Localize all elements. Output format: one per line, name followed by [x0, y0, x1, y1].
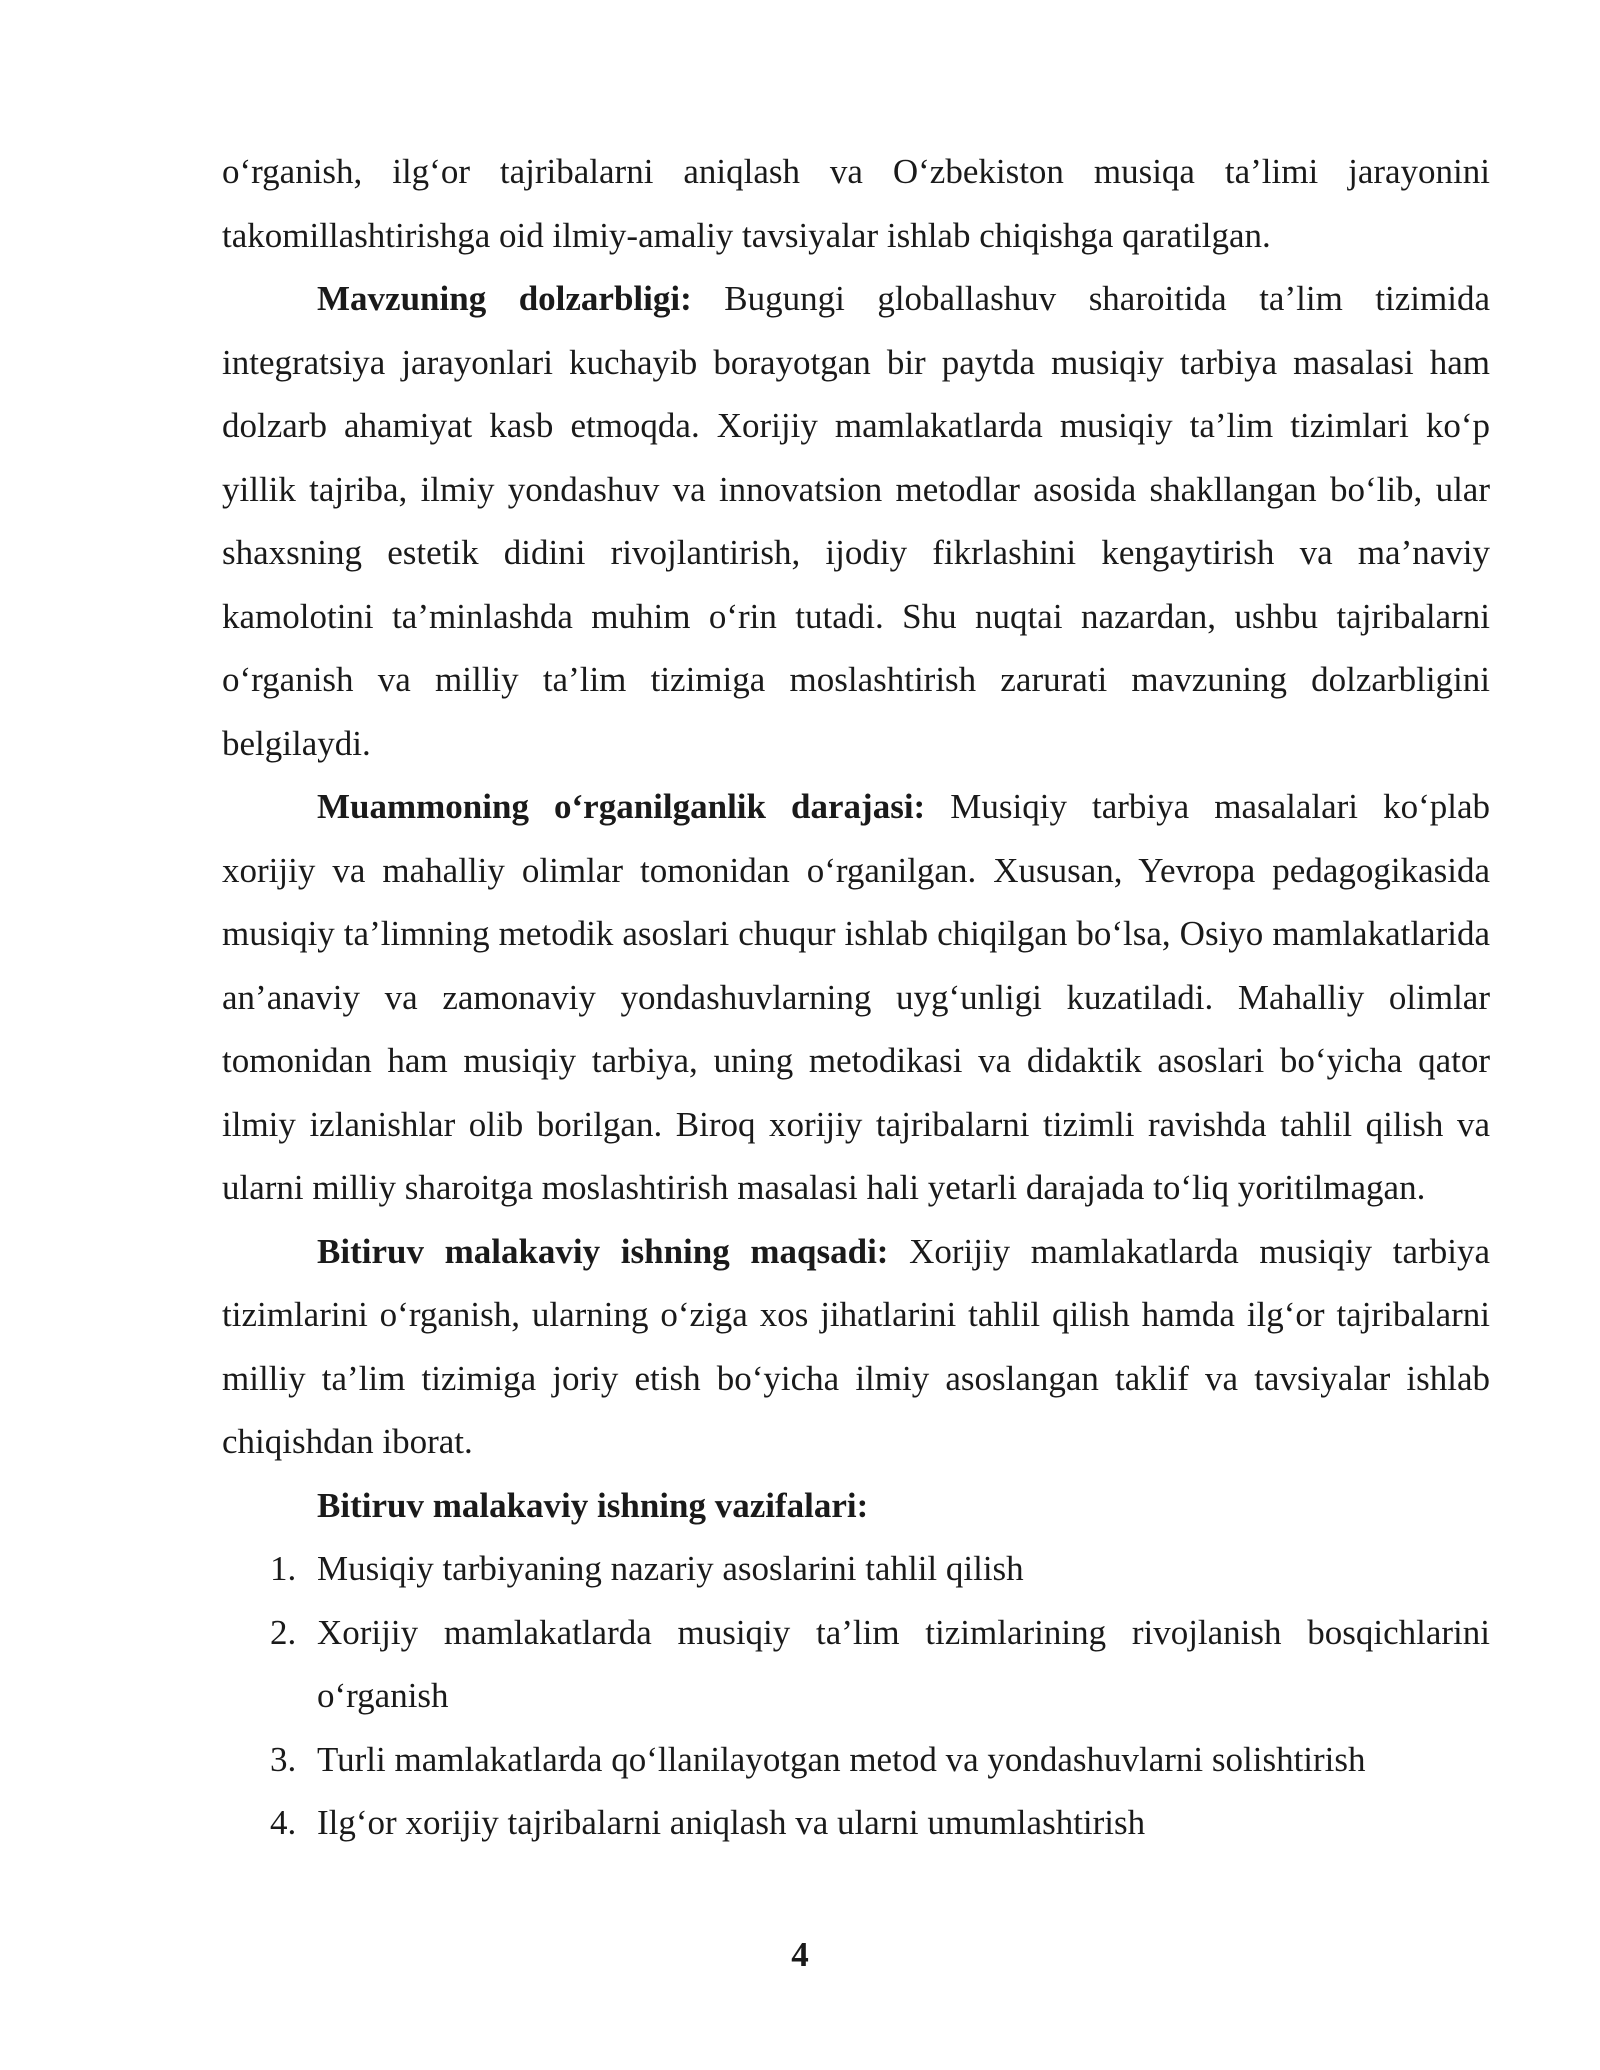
list-item-text: Ilg‘or xorijiy tajribalarni aniqlash va ularni umumlashtirish: [317, 1803, 1146, 1842]
relevance-label: Mavzuning dolzarbligi:: [317, 279, 692, 318]
list-item-text: Xorijiy mamlakatlarda musiqiy ta’lim tizimlarining rivojlanish bosqichlarini o‘rganish: [317, 1612, 1490, 1715]
list-item-text: Musiqiy tarbiyaning nazariy asoslarini tahlil qilish: [317, 1549, 1024, 1588]
goal-text: Xorijiy mamlakatlarda musiqiy tarbiya tizimlarini o‘rganish, ularning o‘ziga xos jihatlarini tahlil qilish hamda ilg‘or tajribalarni milliy ta’lim tizimiga joriy etish bo‘yicha ilmiy asoslangan taklif va tavsiyalar ishlab chiqishdan iborat.: [222, 1231, 1490, 1461]
list-item: [222, 1601, 1490, 1728]
list-item: [222, 1537, 1490, 1601]
list-item-number: 3.: [270, 1739, 297, 1779]
list-item: [222, 1728, 1490, 1792]
relevance-paragraph: [222, 267, 1490, 775]
tasks-heading: Bitiruv malakaviy ishning vazifalari:: [317, 1485, 869, 1525]
tasks-list: [222, 1537, 1490, 1855]
goal-label: Bitiruv malakaviy ishning maqsadi:: [317, 1231, 889, 1271]
study-level-label: Muammoning o‘rganilganlik darajasi:: [317, 787, 926, 826]
goal-paragraph: [222, 1220, 1490, 1474]
list-item: [222, 1791, 1490, 1855]
relevance-text: Bugungi globallashuv sharoitida ta’lim tizimida integratsiya jarayonlari kuchayib borayotgan bir paytda musiqiy tarbiya masalasi ham dolzarb ahamiyat kasb etmoqda. Xorijiy mamlakatlarda musiqiy ta’lim tizimlari ko‘p yillik tajriba, ilmiy yondashuv va innovatsion metodlar asosida shakllangan bo‘lib, ular shaxsning estetik didini rivojlantirish, ijodiy fikrlashini kengaytirish va ma’naviy kamolotini ta’minlashda muhim o‘rin tutadi. Shu nuqtai nazardan, ushbu tajribalarni o‘rganish va milliy ta’lim tizimiga moslashtirish zarurati mavzuning dolzarbligini belgilaydi.: [222, 279, 1490, 763]
page-number: 4: [791, 1935, 809, 1974]
study-level-text: Musiqiy tarbiya masalalari ko‘plab xorijiy va mahalliy olimlar tomonidan o‘rganilgan. Xususan, Yevropa pedagogikasida musiqiy ta’limning metodik asoslari chuqur ishlab chiqilgan bo‘lsa, Osiyo mamlakatlarida an’anaviy va zamonaviy yondashuvlarning uyg‘unligi kuzatiladi. Mahalliy olimlar tomonidan ham musiqiy tarbiya, uning metodikasi va didaktik asoslari bo‘yicha qator ilmiy izlanishlar olib borilgan. Biroq xorijiy tajribalarni tizimli ravishda tahlil qilish va ularni milliy sharoitga moslashtirish masalasi hali yetarli darajada to‘liq yoritilmagan.: [222, 787, 1490, 1207]
list-item-number: 4.: [270, 1803, 297, 1842]
document-page: [222, 140, 1490, 1855]
list-item-number: 1.: [270, 1549, 297, 1588]
study-level-paragraph: [222, 775, 1490, 1220]
list-item-text: Turli mamlakatlarda qo‘llanilayotgan metod va yondashuvlarni solishtirish: [317, 1739, 1366, 1779]
list-item-number: 2.: [270, 1612, 297, 1652]
intro-paragraph: o‘rganish, ilg‘or tajribalarni aniqlash va O‘zbekiston musiqa ta’limi jarayonini takomillashtirishga oid ilmiy-amaliy tavsiyalar ishlab chiqishga qaratilgan.: [222, 152, 1490, 255]
